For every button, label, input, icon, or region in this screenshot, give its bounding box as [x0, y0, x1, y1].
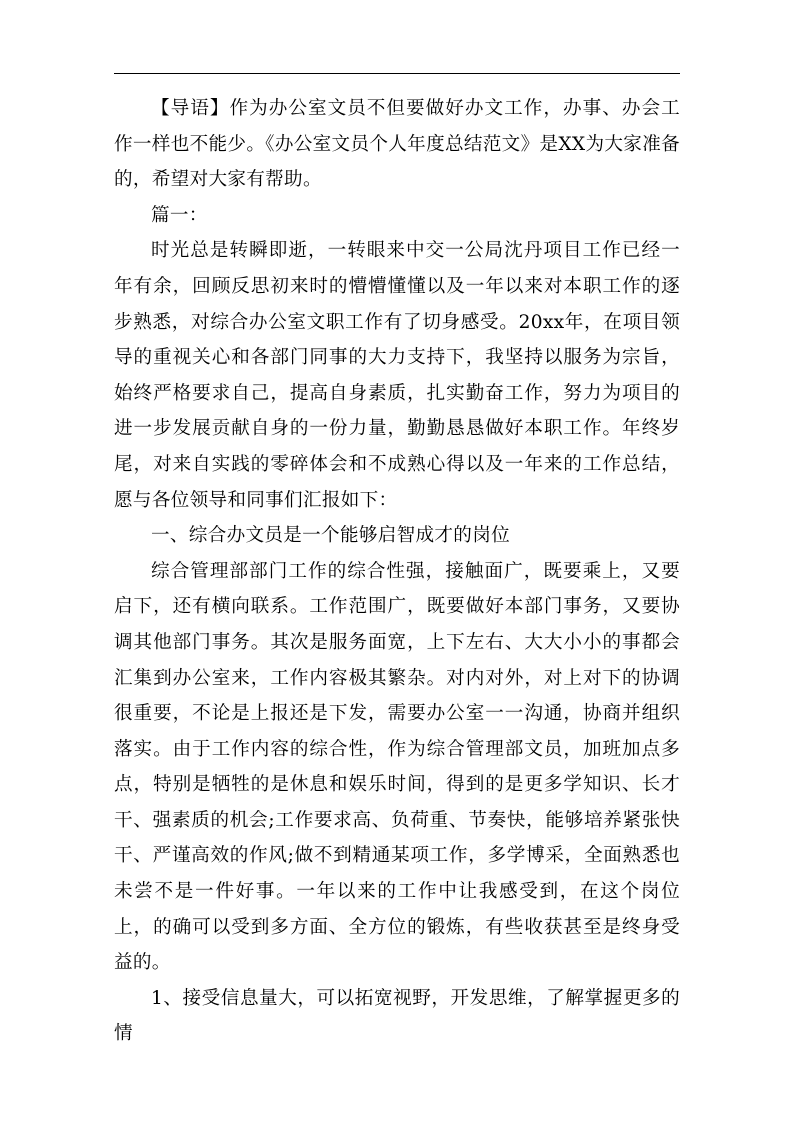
list-item-one: 1、接受信息量大，可以拓宽视野，开发思维，了解掌握更多的情 — [114, 987, 680, 1045]
body-paragraph-opening: 时光总是转瞬即逝，一转眼来中交一公局沈丹项目工作已经一年有余，回顾反思初来时的懵懵懂懂以及一年以来对本职工作的逐步熟悉，对综合办公室文职工作有了切身感受。20xx年，在项目领导的重视关心和各部门同事的大力支持下，我坚持以服务为宗旨，始终严格要求自己，提高自身素质，扎实勤奋工作，努力为项目的进一步发展贡献自身的一份力量，勤勤恳恳做好本职工作。年终岁尾，对来自实践的零碎体会和不成熟心得以及一年来的工作总结，愿与各位领导和同事们汇报如下： — [114, 240, 680, 511]
header-rule — [114, 73, 680, 74]
intro-paragraph: 【导语】作为办公室文员不但要做好办文工作，办事、办会工作一样也不能少。《办公室文员个人年度总结范文》是XX为大家准备的，希望对大家有帮助。 — [114, 98, 680, 191]
section-heading-one: 一、综合办文员是一个能够启智成才的岗位 — [151, 525, 510, 547]
section-heading-part-one: 篇一： — [151, 204, 208, 226]
body-paragraph-work-scope: 综合管理部部门工作的综合性强，接触面广，既要乘上，又要启下，还有横向联系。工作范围广，既要做好本部门事务，又要协调其他部门事务。其次是服务面宽，上下左右、大大小小的事都会汇集到办公室来，工作内容极其繁杂。对内对外，对上对下的协调很重要，不论是上报还是下发，需要办公室一一沟通，协商并组织落实。由于工作内容的综合性，作为综合管理部文员，加班加点多点，特别是牺牲的是休息和娱乐时间，得到的是更多学知识、长才干、强素质的机会;工作要求高、负荷重、节奏快，能够培养紧张快干、严谨高效的作风;做不到精通某项工作，多学博采，全面熟悉也未尝不是一件好事。一年以来的工作中让我感受到，在这个岗位上，的确可以受到多方面、全方位的锻炼，有些收获甚至是终身受益的。 — [114, 560, 680, 974]
document-body — [114, 91, 680, 1052]
